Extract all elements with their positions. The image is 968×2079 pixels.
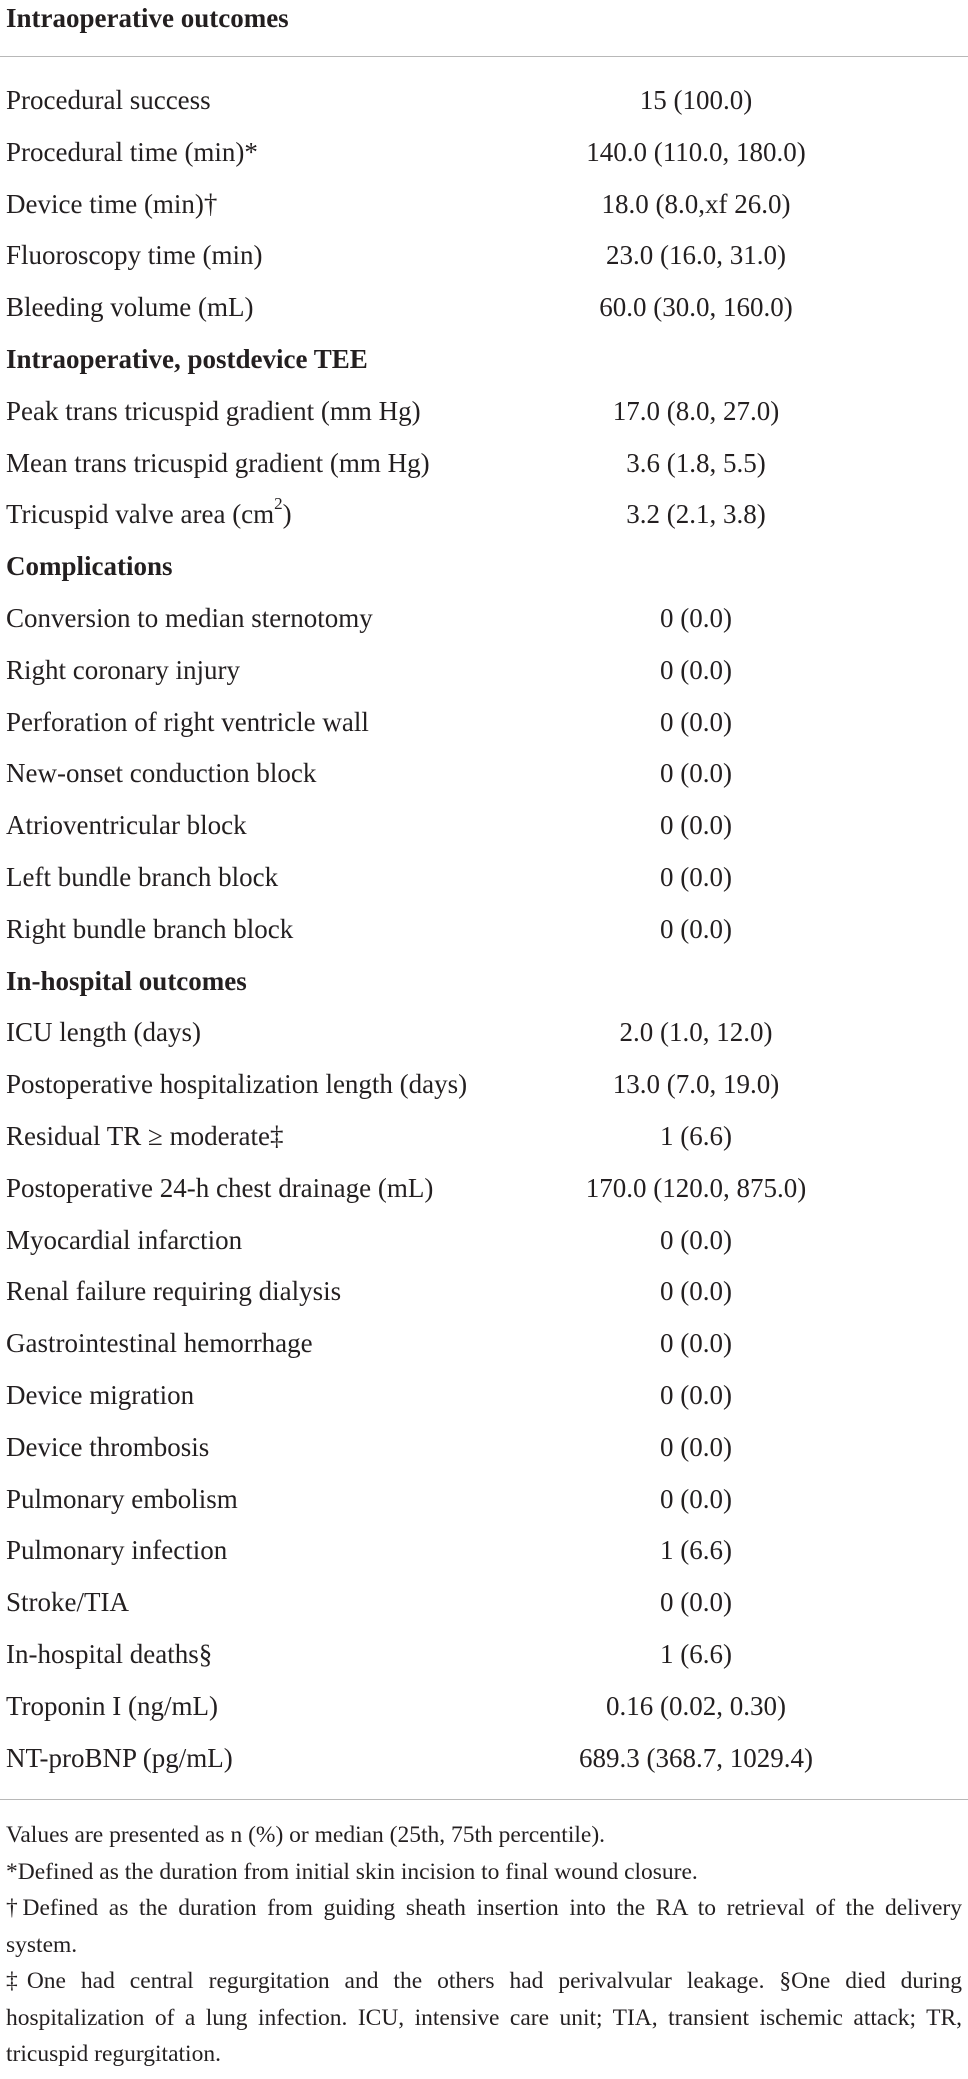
row-label bbox=[6, 1163, 433, 1215]
row-label bbox=[6, 75, 211, 127]
row-value: 0 (0.0) bbox=[660, 706, 732, 737]
section-header-label bbox=[6, 956, 247, 1008]
row-value: 0 (0.0) bbox=[660, 1224, 732, 1255]
row-label bbox=[6, 1215, 242, 1267]
row-label-text: Intraoperative, postdevice TEE bbox=[6, 343, 368, 374]
section-header-row bbox=[0, 334, 968, 386]
table-row bbox=[0, 1733, 968, 1785]
row-value: 1 (6.6) bbox=[660, 1535, 732, 1566]
row-label-text: NT-proBNP (pg/mL) bbox=[6, 1742, 233, 1773]
row-label bbox=[6, 1474, 238, 1526]
row-label bbox=[6, 593, 373, 645]
table-row bbox=[0, 852, 968, 904]
table-row bbox=[0, 1215, 968, 1267]
row-label bbox=[6, 1318, 313, 1370]
row-label bbox=[6, 1733, 233, 1785]
row-value: 3.6 (1.8, 5.5) bbox=[626, 447, 766, 478]
row-label-text: Myocardial infarction bbox=[6, 1224, 243, 1255]
row-label bbox=[6, 1577, 129, 1629]
row-label-text: Pulmonary embolism bbox=[6, 1483, 238, 1514]
footnote: Values are presented as n (%) or median (25th, 75th percentile). bbox=[6, 1822, 606, 1848]
section-header-label bbox=[6, 334, 368, 386]
row-label-text: Stroke/TIA bbox=[6, 1587, 129, 1618]
row-value: 18.0 (8.0,xf 26.0) bbox=[601, 188, 791, 219]
table-row bbox=[0, 179, 968, 231]
row-label bbox=[6, 904, 293, 956]
table-row bbox=[0, 127, 968, 179]
row-value: 0 (0.0) bbox=[660, 810, 732, 841]
table-body bbox=[0, 75, 968, 1784]
table-row bbox=[0, 800, 968, 852]
row-value: 170.0 (120.0, 875.0) bbox=[585, 1172, 807, 1203]
row-label bbox=[6, 282, 253, 334]
bottom-rule bbox=[0, 1799, 968, 1800]
row-label bbox=[6, 697, 369, 749]
row-label-text: New-onset conduction block bbox=[6, 758, 317, 789]
table-row bbox=[0, 697, 968, 749]
row-label-text: Postoperative 24-h chest drainage (mL) bbox=[6, 1172, 434, 1203]
row-label-superscript: 2 bbox=[274, 494, 283, 514]
row-label-text: Right bundle branch block bbox=[6, 913, 294, 944]
table-row bbox=[0, 645, 968, 697]
row-label-text: Pulmonary infection bbox=[6, 1535, 228, 1566]
row-value: 0 (0.0) bbox=[660, 1276, 732, 1307]
table-row bbox=[0, 230, 968, 282]
row-label-text: Device thrombosis bbox=[6, 1431, 210, 1462]
row-label-text: ICU length (days) bbox=[6, 1017, 201, 1048]
row-label-text: Procedural success bbox=[6, 85, 211, 115]
footnote: *Defined as the duration from initial skin incision to final wound closure. bbox=[6, 1858, 698, 1885]
table-row bbox=[0, 1318, 968, 1370]
table-row bbox=[0, 1007, 968, 1059]
table-row bbox=[0, 748, 968, 800]
row-label-text: Device migration bbox=[6, 1379, 195, 1410]
table-row bbox=[0, 282, 968, 334]
table-row bbox=[0, 1577, 968, 1629]
row-label bbox=[6, 1059, 467, 1111]
top-rule bbox=[0, 56, 968, 57]
row-label bbox=[6, 748, 316, 800]
row-value: 0 (0.0) bbox=[660, 861, 732, 892]
row-label bbox=[6, 852, 278, 904]
row-label bbox=[6, 1629, 212, 1681]
row-label-text: Fluoroscopy time (min) bbox=[6, 240, 263, 271]
table-row bbox=[0, 1629, 968, 1681]
row-label bbox=[6, 489, 292, 541]
row-label-text: Conversion to median sternotomy bbox=[6, 602, 373, 633]
row-label bbox=[6, 179, 217, 231]
row-value: 0 (0.0) bbox=[660, 654, 732, 685]
row-label-text: Residual TR ≥ moderate‡ bbox=[6, 1120, 284, 1151]
row-value: 15 (100.0) bbox=[639, 85, 753, 115]
row-label-text: Mean trans tricuspid gradient (mm Hg) bbox=[6, 447, 430, 478]
row-value: 13.0 (7.0, 19.0) bbox=[612, 1069, 780, 1100]
table-row bbox=[0, 1370, 968, 1422]
table-row bbox=[0, 438, 968, 490]
table-row bbox=[0, 1163, 968, 1215]
row-label-text: Postoperative hospitalization length (days) bbox=[6, 1069, 468, 1100]
section-header-row bbox=[0, 956, 968, 1008]
row-label bbox=[6, 645, 240, 697]
row-label bbox=[6, 1266, 341, 1318]
row-label-text: Procedural time (min)* bbox=[6, 136, 258, 167]
table-row bbox=[0, 1059, 968, 1111]
row-label-text: Device time (min)† bbox=[6, 188, 218, 219]
table-row bbox=[0, 489, 968, 541]
row-label bbox=[6, 1525, 227, 1577]
row-value: 0.16 (0.02, 0.30) bbox=[606, 1690, 786, 1721]
table-row bbox=[0, 75, 968, 127]
row-value: 0 (0.0) bbox=[660, 1483, 732, 1514]
row-label bbox=[6, 1111, 284, 1163]
table-row bbox=[0, 1525, 968, 1577]
table-row bbox=[0, 1111, 968, 1163]
table-row bbox=[0, 1422, 968, 1474]
row-value: 0 (0.0) bbox=[660, 1587, 732, 1618]
table-row bbox=[0, 386, 968, 438]
row-label bbox=[6, 1007, 201, 1059]
row-label-text: Complications bbox=[6, 551, 173, 582]
row-value: 0 (0.0) bbox=[660, 602, 732, 633]
row-value: 17.0 (8.0, 27.0) bbox=[612, 395, 780, 426]
row-label-text: Perforation of right ventricle wall bbox=[6, 706, 369, 737]
row-label-text: In-hospital deaths§ bbox=[6, 1638, 213, 1669]
row-label bbox=[6, 230, 262, 282]
table-row bbox=[0, 593, 968, 645]
section-header-label bbox=[6, 541, 173, 593]
row-value: 3.2 (2.1, 3.8) bbox=[626, 499, 766, 530]
section-header-row bbox=[0, 541, 968, 593]
row-label-text: Peak trans tricuspid gradient (mm Hg) bbox=[6, 395, 421, 426]
row-label bbox=[6, 438, 430, 490]
row-label-text: Left bundle branch block bbox=[6, 861, 279, 892]
table-row bbox=[0, 1474, 968, 1526]
row-label-text: Gastrointestinal hemorrhage bbox=[6, 1328, 313, 1359]
row-label-text: Atrioventricular block bbox=[6, 810, 247, 841]
row-value: 140.0 (110.0, 180.0) bbox=[586, 136, 806, 167]
footnote: †Defined as the duration from guiding sheath insertion into the RA to retrieval of the delivery system. bbox=[6, 1895, 962, 1958]
row-label bbox=[6, 800, 247, 852]
row-label bbox=[6, 386, 421, 438]
row-label bbox=[6, 127, 258, 179]
row-label-text: Right coronary injury bbox=[6, 654, 240, 685]
footnote: ‡One had central regurgitation and the others had perivalvular leakage. §One died during hospitalization of a lung infection. ICU, intensive care unit; TIA, transient ischemic attack; TR, tricuspid regurgitation. bbox=[6, 1968, 962, 2067]
table-title: Intraoperative outcomes bbox=[6, 3, 289, 33]
table-row bbox=[0, 1681, 968, 1733]
row-label-suffix: ) bbox=[282, 499, 292, 530]
row-label-text: Troponin I (ng/mL) bbox=[6, 1690, 219, 1721]
row-value: 0 (0.0) bbox=[660, 913, 732, 944]
row-label bbox=[6, 1422, 209, 1474]
row-value: 0 (0.0) bbox=[660, 1328, 732, 1359]
row-label-text: In-hospital outcomes bbox=[6, 965, 247, 996]
row-label bbox=[6, 1681, 218, 1733]
row-value: 0 (0.0) bbox=[660, 1431, 732, 1462]
row-value: 23.0 (16.0, 31.0) bbox=[606, 240, 786, 271]
row-value: 2.0 (1.0, 12.0) bbox=[619, 1017, 773, 1048]
table-row bbox=[0, 904, 968, 956]
row-label-text: Tricuspid valve area (cm bbox=[6, 499, 275, 530]
row-label-text: Bleeding volume (mL) bbox=[6, 292, 254, 323]
row-value: 0 (0.0) bbox=[660, 758, 732, 789]
row-value: 1 (6.6) bbox=[660, 1120, 732, 1151]
row-value: 1 (6.6) bbox=[660, 1638, 732, 1669]
table-footnotes bbox=[6, 1817, 962, 2073]
row-value: 0 (0.0) bbox=[660, 1379, 732, 1410]
row-value: 689.3 (368.7, 1029.4) bbox=[579, 1742, 813, 1773]
row-label bbox=[6, 1370, 194, 1422]
row-label-text: Renal failure requiring dialysis bbox=[6, 1276, 342, 1307]
table-row bbox=[0, 1266, 968, 1318]
row-value: 60.0 (30.0, 160.0) bbox=[599, 292, 793, 323]
